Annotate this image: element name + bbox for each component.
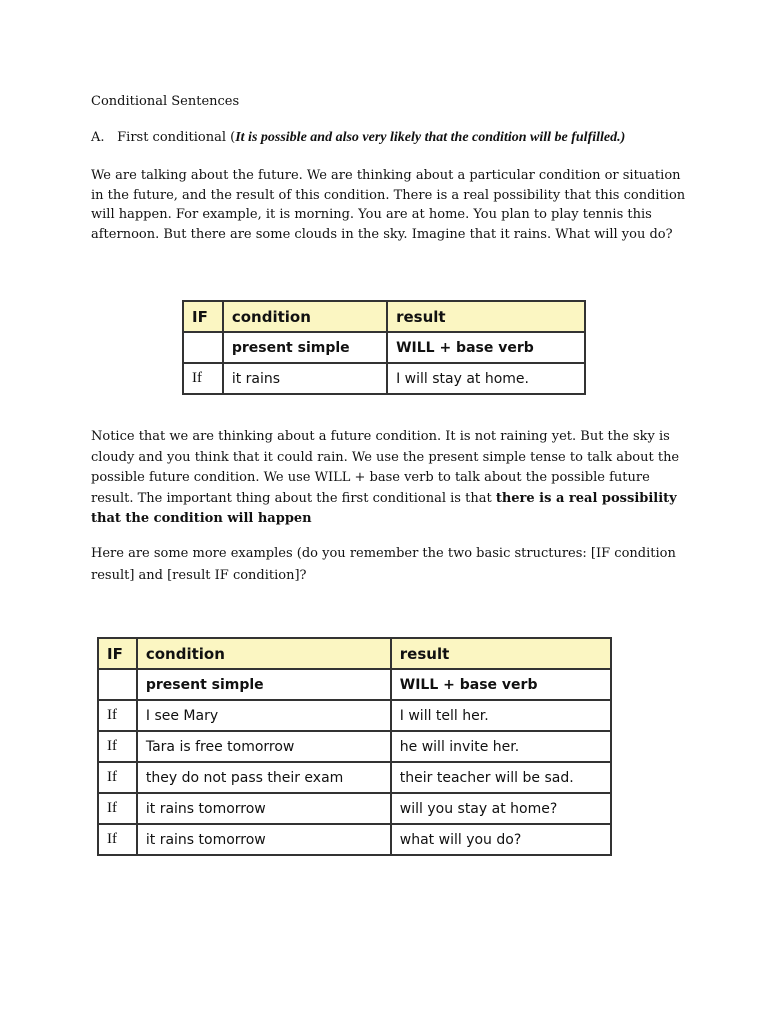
section-label: A. [91, 130, 105, 145]
table-row [98, 731, 611, 762]
row-if: If [98, 700, 137, 731]
table-header-row [183, 301, 585, 332]
table-row [183, 363, 585, 394]
header-result: result [391, 638, 611, 669]
row-condition: they do not pass their exam [137, 762, 391, 793]
row-condition: it rains [223, 363, 387, 394]
row-if: If [98, 731, 137, 762]
table-header-row [98, 638, 611, 669]
header-if: IF [98, 638, 137, 669]
row-if: If [183, 363, 223, 394]
first-conditional-table [182, 300, 586, 395]
subheader-if [183, 332, 223, 363]
row-result: their teacher will be sad. [391, 762, 611, 793]
header-if: IF [183, 301, 223, 332]
section-heading-italic: It is possible and also very likely that the condition will be fulfilled.) [235, 130, 626, 145]
table-subheader-row [98, 669, 611, 700]
table-row [98, 700, 611, 731]
row-result: will you stay at home? [391, 793, 611, 824]
examples-intro-paragraph: Here are some more examples (do you remember the two basic structures: [IF condition result] and [result IF condition]? [91, 546, 676, 583]
document-title: Conditional Sentences [91, 94, 240, 109]
row-condition: I see Mary [137, 700, 391, 731]
intro-paragraph: We are talking about the future. We are thinking about a particular condition or situation in the future, and the result of this condition. There is a real possibility that this condition will happen. For example, it is morning. You are at home. You plan to play tennis this afternoon. But there are some clouds in the sky. Imagine that it rains. What will you do? [91, 168, 686, 242]
header-condition: condition [137, 638, 391, 669]
header-result: result [387, 301, 585, 332]
row-condition: it rains tomorrow [137, 793, 391, 824]
table-row [98, 824, 611, 855]
header-condition: condition [223, 301, 387, 332]
row-result: he will invite her. [391, 731, 611, 762]
examples-table [97, 637, 612, 856]
row-if: If [98, 762, 137, 793]
table-row [98, 793, 611, 824]
row-result: I will tell her. [391, 700, 611, 731]
section-heading-text: First conditional ( [117, 130, 236, 145]
row-if: If [98, 793, 137, 824]
table-subheader-row [183, 332, 585, 363]
row-result: I will stay at home. [387, 363, 585, 394]
subheader-result: WILL + base verb [387, 332, 585, 363]
row-result: what will you do? [391, 824, 611, 855]
explanation-paragraph [91, 427, 691, 530]
row-condition: it rains tomorrow [137, 824, 391, 855]
subheader-condition: present simple [223, 332, 387, 363]
subheader-result: WILL + base verb [391, 669, 611, 700]
explanation-text: Notice that we are thinking about a future condition. It is not raining yet. But the sky is cloudy and you think that it could rain. We use the present simple tense to talk about the possible future condition. We use WILL + base verb to talk about the possible future result. The important thing about the first conditional is that [91, 429, 680, 506]
section-heading [91, 130, 625, 146]
explanation-bold: there is a real possibility that the condition will happen [91, 490, 677, 526]
row-if: If [98, 824, 137, 855]
subheader-condition: present simple [137, 669, 391, 700]
row-condition: Tara is free tomorrow [137, 731, 391, 762]
table-row [98, 762, 611, 793]
subheader-if [98, 669, 137, 700]
